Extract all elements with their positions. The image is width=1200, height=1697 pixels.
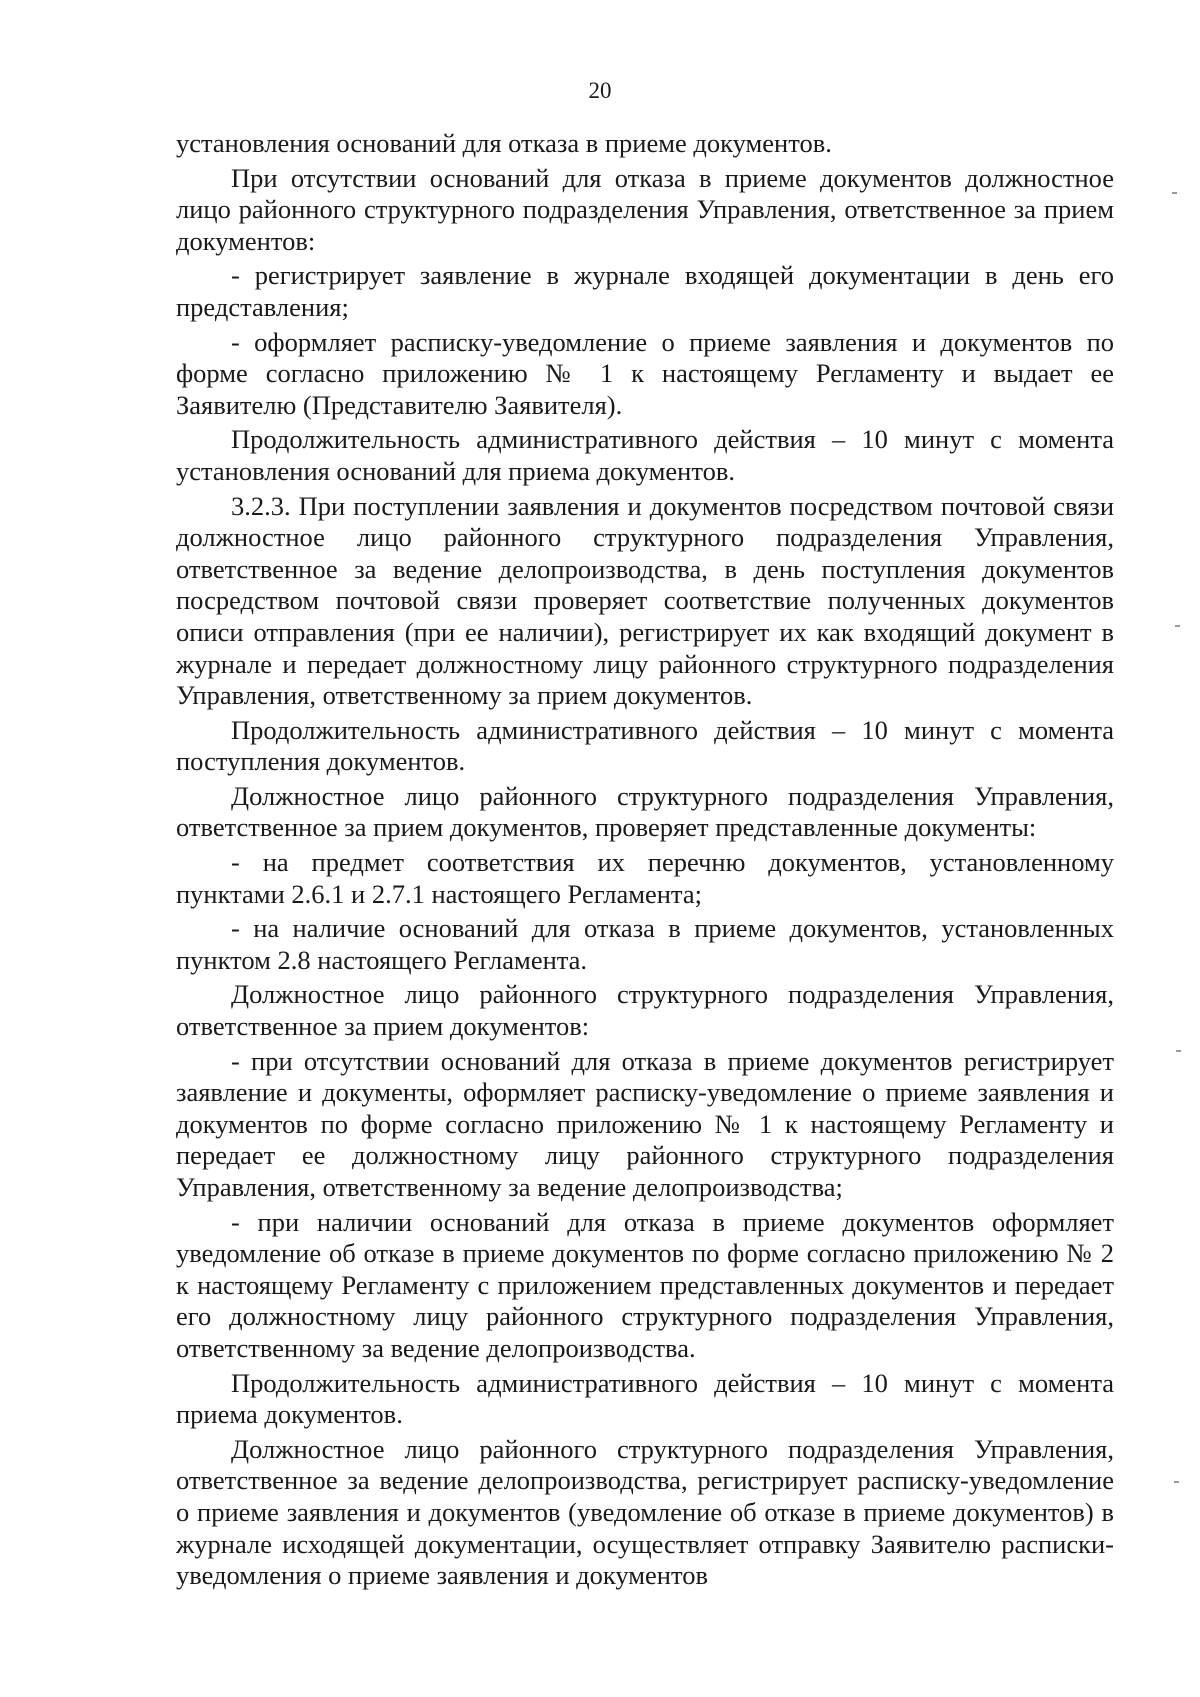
document-body	[176, 128, 1114, 1592]
list-item: - регистрирует заявление в журнале входящей документации в день его представления;	[176, 260, 1114, 322]
section-paragraph: 3.2.3. При поступлении заявления и документов посредством почтовой связи должностное лицо районного структурного подразделения Управления, ответственное за ведение делопроизводства, в день поступления документов посредством почтовой связи проверяет соответствие полученных документов описи отправления (при ее наличии), регистрирует их как входящий документ в журнале и передает должностному лицу районного структурного подразделения Управления, ответственному за прием документов.	[176, 490, 1114, 711]
list-item: - на наличие оснований для отказа в приеме документов, установленных пунктом 2.8 настоящего Регламента.	[176, 913, 1114, 975]
scan-speck	[1174, 1481, 1179, 1483]
list-item: - при наличии оснований для отказа в приеме документов оформляет уведомление об отказе в приеме документов по форме согласно приложению № 2 к настоящему Регламенту с приложением представленных документов и передает его должностному лицу районного структурного подразделения Управления, ответственному за ведение делопроизводства.	[176, 1206, 1114, 1363]
list-item: - на предмет соответствия их перечню документов, установленному пунктами 2.6.1 и 2.7.1 настоящего Регламента;	[176, 847, 1114, 909]
page-number: 20	[588, 78, 612, 103]
paragraph: При отсутствии оснований для отказа в приеме документов должностное лицо районного структурного подразделения Управления, ответственное за прием документов:	[176, 162, 1114, 256]
paragraph: Должностное лицо районного структурного подразделения Управления, ответственное за ведение делопроизводства, регистрирует расписку-уведомление о приеме заявления и документов (уведомление об отказе в приеме документов) в журнале исходящей документации, осуществляет отправку Заявителю расписки-уведомления о приеме заявления и документов	[176, 1433, 1114, 1591]
paragraph: Продолжительность административного действия – 10 минут с момента приема документов.	[176, 1367, 1114, 1430]
paragraph: Продолжительность административного действия – 10 минут с момента установления оснований для приема документов.	[176, 424, 1114, 486]
list-item: - оформляет расписку-уведомление о приеме заявления и документов по форме согласно приложению № 1 к настоящему Регламенту и выдает ее Заявителю (Представителю Заявителя).	[176, 326, 1114, 420]
list-item: - при отсутствии оснований для отказа в приеме документов регистрирует заявление и документы, оформляет расписку-уведомление о приеме заявления и документов по форме согласно приложению № 1 к настоящему Регламенту и передает ее должностному лицу районного структурного подразделения Управления, ответственному за ведение делопроизводства;	[176, 1045, 1114, 1202]
scan-speck	[1176, 1050, 1181, 1052]
paragraph: Должностное лицо районного структурного подразделения Управления, ответственное за прием документов, проверяет представленные документы:	[176, 780, 1114, 843]
scan-speck	[1175, 625, 1180, 627]
paragraph: Продолжительность административного действия – 10 минут с момента поступления документов.	[176, 714, 1114, 777]
paragraph: установления оснований для отказа в приеме документов.	[176, 128, 832, 158]
scan-speck	[1172, 192, 1177, 194]
paragraph: Должностное лицо районного структурного подразделения Управления, ответственное за прием документов:	[176, 979, 1114, 1042]
